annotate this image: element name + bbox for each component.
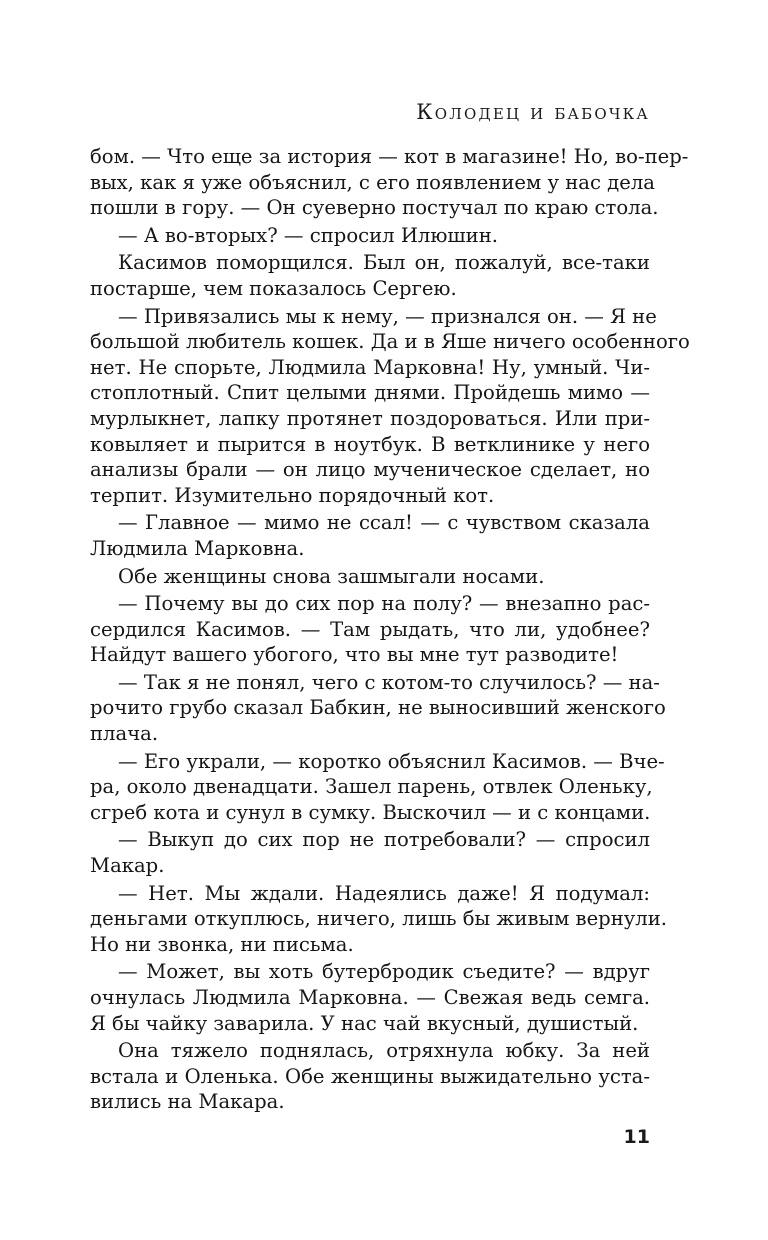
text-line: Она тяжело поднялась, отряхнула юбку. За ней: [118, 1039, 650, 1063]
text-line: ра, около двенадцати. Зашел парень, отвлек Оленьку,: [90, 775, 653, 799]
text-line: рочито грубо сказал Бабкин, не выносивший женского: [90, 696, 666, 720]
text-line: Но ни звонка, ни письма.: [90, 932, 354, 956]
text-line: — А во-вторых? — спросил Илюшин.: [118, 223, 498, 247]
text-line: очнулась Людмила Марковна. — Свежая ведь семга.: [90, 986, 650, 1009]
text-line: вых, как я уже объяснил, с его появлением у нас дела: [90, 170, 655, 194]
text-line: пошли в гору. — Он суеверно постучал по краю стола.: [90, 196, 659, 220]
text-line: — Главное — мимо не ссал! — с чувством сказала: [118, 511, 650, 535]
text-line: Я бы чайку заварила. У нас чай вкусный, душистый.: [90, 1011, 639, 1035]
text-line: — Его украли, — коротко объяснил Касимов. — Вче-: [118, 749, 665, 773]
text-line: деньгами откуплюсь, ничего, лишь бы живым вернули.: [90, 907, 668, 931]
text-line: анализы брали — он лицо мученическое сделает, но: [90, 458, 650, 482]
text-line: постарше, чем показалось Сергею.: [90, 276, 457, 300]
text-line: сгреб кота и сунул в сумку. Выскочил — и с концами.: [90, 800, 651, 824]
text-line: — Выкуп до сих пор не потребовали? — спросил: [118, 828, 650, 852]
text-line: Найдут вашего убогого, что вы мне тут разводите!: [90, 643, 619, 667]
text-line: Макар.: [90, 854, 165, 878]
text-line: большой любитель кошек. Да и в Яше ничего особенного: [90, 330, 690, 354]
text-line: вились на Макара.: [90, 1090, 285, 1114]
page-number: 11: [623, 1126, 650, 1148]
text-line: Касимов поморщился. Был он, пожалуй, все-таки: [118, 251, 650, 275]
text-line: сердился Касимов. — Там рыдать, что ли, удобнее?: [90, 617, 650, 641]
text-line: — Нет. Мы ждали. Надеялись даже! Я подумал:: [118, 881, 650, 905]
running-head: Колодец и бабочка: [416, 100, 650, 124]
text-line: терпит. Изумительно порядочный кот.: [90, 483, 495, 507]
text-line: плача.: [90, 722, 159, 746]
text-line: — Почему вы до сих пор на полу? — внезапно рас-: [118, 592, 650, 616]
text-line: мурлыкнет, лапку протянет поздороваться. Или при-: [90, 406, 650, 430]
text-line: Людмила Марковна.: [90, 536, 305, 560]
text-line: — Так я не понял, чего с котом-то случилось? — на-: [118, 670, 660, 694]
text-line: бом. — Что еще за история — кот в магазине! Но, во-пер-: [90, 145, 689, 168]
text-line: нет. Не спорьте, Людмила Марковна! Ну, умный. Чи-: [90, 355, 650, 379]
text-line: — Привязались мы к нему, — признался он. — Я не: [118, 304, 657, 328]
text-line: — Может, вы хоть бутербродик съедите? — вдруг: [118, 960, 650, 984]
text-line: ковыляет и пырится в ноутбук. В ветклинике у него: [90, 432, 650, 456]
text-line: стоплотный. Спит целыми днями. Пройдешь мимо —: [90, 381, 650, 405]
body-text: [90, 144, 690, 1115]
text-line: встала и Оленька. Обе женщины выжидательно уста-: [90, 1064, 650, 1088]
text-line: Обе женщины снова зашмыгали носами.: [118, 564, 545, 588]
